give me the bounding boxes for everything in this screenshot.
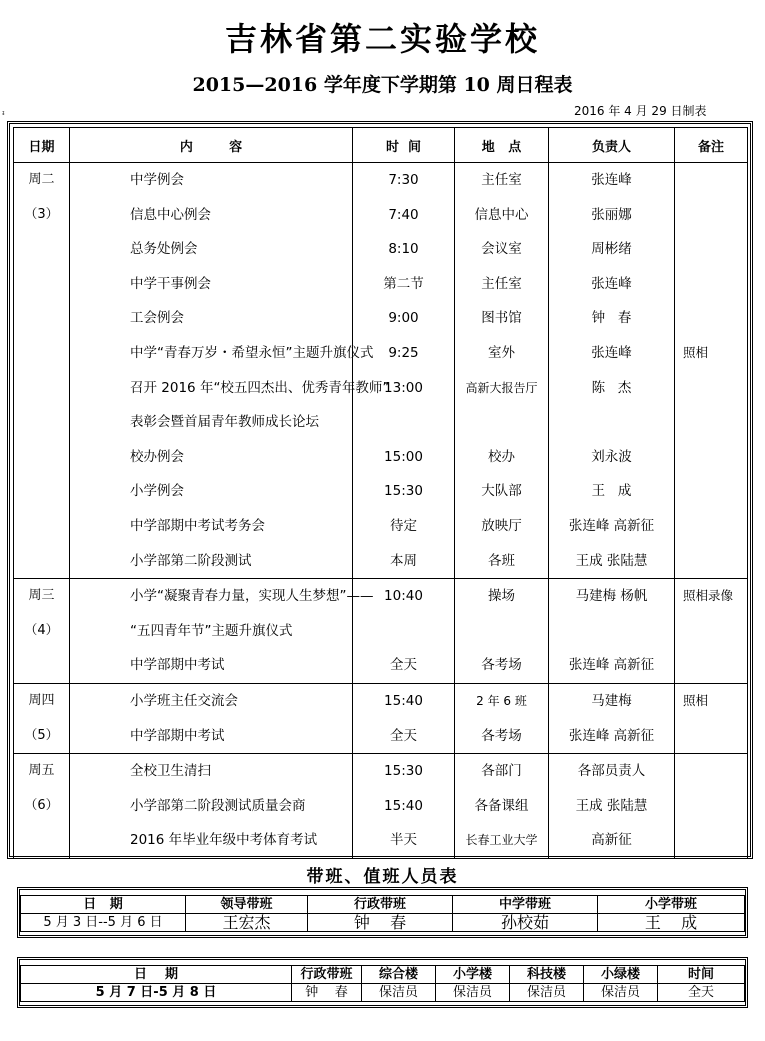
schedule-place: 放映厅 (481, 517, 522, 534)
day-cell (14, 163, 70, 579)
day-name: 周五 (28, 763, 55, 779)
day-block (14, 579, 748, 684)
schedule-table (13, 127, 748, 859)
col-person-cell (549, 754, 675, 859)
day-block (14, 683, 748, 753)
col-content-cell (70, 579, 374, 684)
col-place: 地 点 (455, 128, 549, 163)
schedule-time (353, 614, 454, 649)
schedule-content: 小学例会 (130, 483, 184, 500)
schedule-content: 小学“凝聚青春力量，实现人生梦想”—— (130, 588, 374, 605)
schedule-place: 各班 (488, 552, 515, 569)
schedule-place: 2 年 6 班 (476, 693, 527, 708)
schedule-content: 小学部第二阶段测试 (130, 552, 252, 569)
schedule-place: 长春工业大学 (465, 833, 538, 848)
schedule-note (675, 232, 747, 267)
schedule-place: 图书馆 (481, 310, 522, 327)
duty-1-h-middle: 中学带班 (453, 896, 598, 914)
duty-2-h-primary-building: 小学楼 (436, 966, 510, 984)
day-name: 周二 (28, 172, 55, 187)
col-person-cell (549, 683, 675, 753)
schedule-time: 13:00 (384, 379, 423, 396)
schedule-time: 待定 (390, 517, 417, 534)
schedule-place: 各部门 (481, 763, 522, 780)
col-note-cell (675, 683, 748, 753)
schedule-person: 张连峰 (591, 172, 632, 188)
col-person-cell (549, 579, 675, 684)
schedule-content: 中学部期中考试考务会 (130, 517, 265, 534)
col-note-cell (675, 579, 748, 684)
duty-2-h-date: 日 期 (21, 966, 292, 984)
schedule-note: 照相录像 (683, 588, 734, 604)
schedule-note (675, 719, 747, 754)
schedule-content: 小学班主任交流会 (130, 692, 238, 709)
schedule-person: 王 成 (591, 483, 632, 500)
schedule-place: 高新大报告厅 (465, 380, 538, 395)
duty-2-h-building: 综合楼 (362, 966, 436, 984)
schedule-person: 张丽娜 (591, 206, 632, 223)
schedule-content: 中学“青春万岁・希望永恒”主题升旗仪式 (130, 344, 374, 361)
schedule-time: 15:30 (384, 763, 423, 780)
duty-2-value-row (21, 984, 745, 1002)
day-number: （4） (24, 622, 59, 638)
schedule-note (675, 823, 747, 858)
schedule-time: 10:40 (384, 588, 423, 605)
schedule-place: 校办 (488, 448, 515, 465)
duty-2-h-admin: 行政带班 (292, 966, 362, 984)
schedule-content: 信息中心例会 (130, 206, 211, 223)
schedule-person (549, 405, 674, 440)
day-number: （6） (24, 797, 59, 813)
schedule-note (675, 648, 747, 683)
schedule-place: 各备课组 (474, 797, 529, 814)
col-person: 负责人 (549, 128, 675, 163)
schedule-note (675, 163, 747, 198)
day-block (14, 163, 748, 579)
schedule-note: 照相 (683, 692, 709, 708)
schedule-content: 中学部期中考试 (130, 657, 225, 674)
col-note-cell (675, 754, 748, 859)
duty-1-h-leader: 领导带班 (186, 896, 308, 914)
schedule-person: 钟 春 (591, 310, 632, 327)
duty-2-h-green-building: 小绿楼 (584, 966, 658, 984)
schedule-time: 9:25 (388, 344, 419, 361)
duty-1-primary: 王 成 (598, 914, 745, 932)
duty-table-1 (17, 887, 748, 938)
schedule-note (675, 371, 747, 406)
schedule-time: 15:40 (384, 692, 423, 709)
duty-2-header-row (21, 966, 745, 984)
col-place-cell (455, 163, 549, 579)
schedule-note (675, 614, 747, 649)
schedule-time: 全天 (390, 727, 417, 744)
schedule-time: 9:00 (388, 310, 419, 327)
schedule-content: “五四青年节”主题升旗仪式 (130, 622, 293, 639)
col-note-cell (675, 163, 748, 579)
school-title: 吉林省第二实验学校 (224, 20, 540, 58)
schedule-place: 主任室 (481, 172, 522, 188)
schedule-note (675, 789, 747, 824)
schedule-place: 各考场 (481, 727, 522, 744)
duty-1-admin: 钟 春 (308, 914, 453, 932)
day-cell (14, 754, 70, 859)
col-place-cell (455, 579, 549, 684)
schedule-person: 各部员责人 (577, 763, 646, 780)
duty-2-h-tech-building: 科技楼 (510, 966, 584, 984)
duty-1-h-date: 日 期 (21, 896, 186, 914)
schedule-person: 王成 张陆慧 (575, 552, 648, 569)
col-person-cell (549, 163, 675, 579)
col-content-cell (70, 683, 353, 753)
schedule-place: 操场 (488, 588, 515, 605)
schedule-person: 张连峰 (591, 344, 632, 361)
schedule-note (675, 754, 747, 789)
day-name: 周四 (28, 692, 55, 708)
schedule-content: 召开 2016 年“校五四杰出、优秀青年教师” (130, 379, 390, 396)
schedule-content: 表彰会暨首届青年教师成长论坛 (130, 414, 319, 431)
schedule-person: 张连峰 (591, 275, 632, 292)
duty-2-primary-building: 保洁员 (436, 984, 510, 1002)
schedule-time: 7:40 (388, 206, 419, 223)
col-time-cell (353, 754, 455, 859)
schedule-time: 本周 (390, 552, 417, 569)
schedule-note (675, 405, 747, 440)
duty-2-time: 全天 (658, 984, 745, 1002)
schedule-note (675, 301, 747, 336)
schedule-content: 工会例会 (130, 310, 184, 327)
col-content-cell (70, 163, 390, 579)
corner-mark: ᵻ (2, 109, 5, 117)
col-place-cell (455, 754, 549, 859)
schedule-person: 高新征 (591, 832, 632, 849)
duty-table-2 (17, 957, 748, 1008)
schedule-place: 大队部 (481, 483, 522, 500)
schedule-time: 第二节 (383, 275, 424, 292)
schedule-note (675, 509, 747, 544)
schedule-person: 刘永波 (591, 448, 632, 465)
day-number: （3） (24, 206, 59, 222)
schedule-time: 15:30 (384, 483, 423, 500)
schedule-time (353, 405, 454, 440)
schedule-person (549, 614, 674, 649)
duty-2-h-time: 时间 (658, 966, 745, 984)
day-number: （5） (24, 727, 59, 743)
col-time: 时 间 (353, 128, 455, 163)
schedule-time: 半天 (390, 832, 417, 849)
schedule-place: 各考场 (481, 657, 522, 674)
schedule-time: 15:00 (384, 448, 423, 465)
schedule-note (675, 440, 747, 475)
schedule-person: 马建梅 (591, 692, 632, 709)
schedule-note: 照相 (683, 344, 709, 360)
schedule-person: 张连峰 高新征 (568, 727, 655, 744)
col-date: 日期 (14, 128, 70, 163)
schedule-place: 信息中心 (474, 206, 529, 223)
schedule-title: 2015—2016 学年度下学期第 10 周日程表 (192, 74, 573, 96)
duty-1-date: 5 月 3 日--5 月 6 日 (21, 914, 186, 932)
duty-1-h-admin: 行政带班 (308, 896, 453, 914)
schedule-content: 校办例会 (130, 448, 184, 465)
duty-1-middle: 孙校茹 (453, 914, 598, 932)
schedule-person: 陈 杰 (591, 379, 632, 396)
schedule-note (675, 474, 747, 509)
schedule-person: 马建梅 杨帆 (575, 588, 648, 605)
schedule-header-row (14, 128, 748, 163)
col-content-cell (70, 754, 353, 859)
schedule-place (455, 405, 548, 440)
schedule-person: 王成 张陆慧 (575, 797, 648, 814)
schedule-place: 室外 (488, 344, 515, 361)
day-name: 周三 (28, 588, 55, 604)
schedule-person: 周彬绪 (591, 241, 632, 258)
schedule-content: 2016 年毕业年级中考体育考试 (130, 832, 318, 849)
schedule-person: 张连峰 高新征 (568, 657, 655, 674)
schedule-content: 中学部期中考试 (130, 727, 225, 744)
col-place-cell (455, 683, 549, 753)
schedule-note (675, 198, 747, 233)
schedule-content: 中学例会 (130, 172, 184, 188)
day-cell (14, 579, 70, 684)
col-note: 备注 (675, 128, 748, 163)
schedule-time: 全天 (390, 657, 417, 674)
schedule-place: 会议室 (481, 241, 522, 258)
schedule-content: 中学干事例会 (130, 275, 211, 292)
day-block (14, 754, 748, 859)
duty-2-date: 5 月 7 日-5 月 8 日 (21, 984, 292, 1002)
col-time-cell (353, 683, 455, 753)
schedule-time: 8:10 (388, 241, 419, 258)
schedule-time: 7:30 (388, 172, 419, 188)
duty-2-tech-building: 保洁员 (510, 984, 584, 1002)
duty-1-leader: 王宏杰 (186, 914, 308, 932)
duty-1-value-row (21, 914, 745, 932)
schedule-place: 主任室 (481, 275, 522, 292)
made-date: 2016 年 4 月 29 日制表 (574, 104, 707, 118)
col-content: 内 容 (70, 128, 353, 163)
duty-2-building: 保洁员 (362, 984, 436, 1002)
duty-2-admin: 钟 春 (292, 984, 362, 1002)
schedule-note (675, 267, 747, 302)
duty-table-title: 带班、值班人员表 (306, 867, 459, 887)
duty-2-green-building: 保洁员 (584, 984, 658, 1002)
day-cell (14, 683, 70, 753)
schedule-place (455, 614, 548, 649)
schedule-body (14, 163, 748, 859)
duty-1-header-row (21, 896, 745, 914)
schedule-time: 15:40 (384, 797, 423, 814)
schedule-content: 总务处例会 (130, 241, 198, 258)
schedule-note (675, 544, 747, 579)
schedule-frame (7, 121, 753, 859)
schedule-content: 全校卫生清扫 (130, 763, 211, 780)
schedule-person: 张连峰 高新征 (568, 517, 655, 534)
duty-1-h-primary: 小学带班 (598, 896, 745, 914)
schedule-content: 小学部第二阶段测试质量会商 (130, 797, 306, 814)
